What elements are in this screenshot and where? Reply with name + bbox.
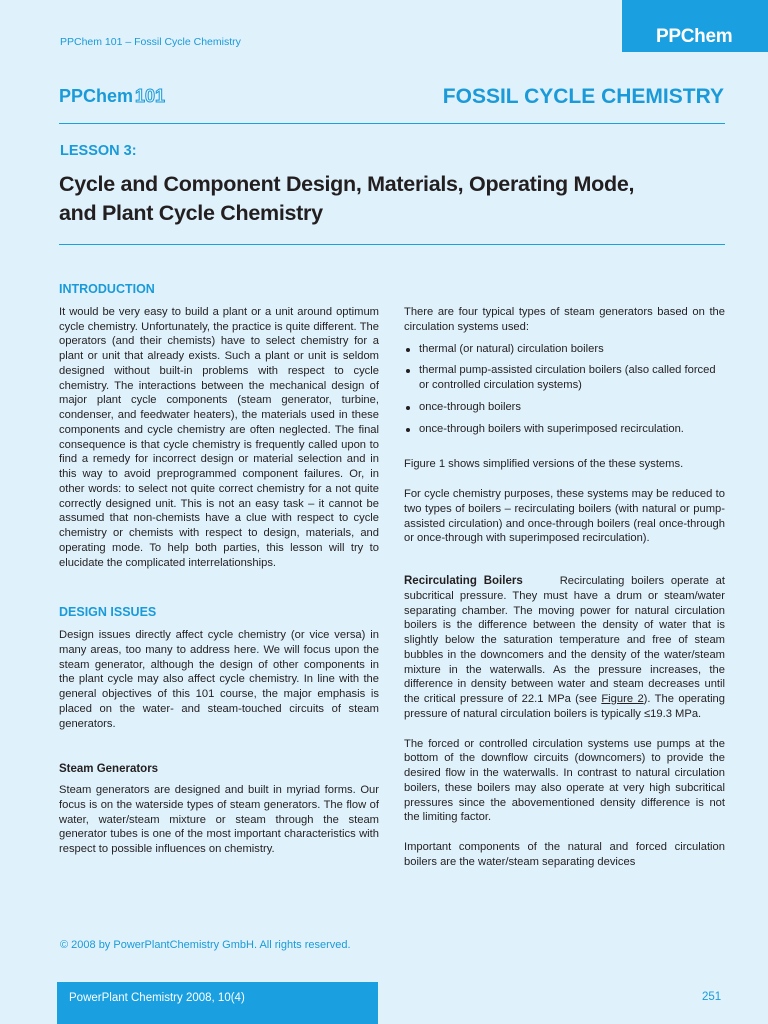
header-rule bbox=[59, 123, 725, 124]
copyright-notice: © 2008 by PowerPlantChemistry GmbH. All rights reserved. bbox=[60, 939, 351, 951]
lesson-title bbox=[59, 170, 749, 228]
steam-generators-text: Steam generators are designed and built in myriad forms. Our focus is on the waterside types of steam generators. The flow of water, water/steam mixture or steam through the steam generator tubes is one of the most important characteristics with respect to possible influences on chemistry. bbox=[59, 784, 379, 855]
figure-reference-text: Figure 1 shows simplified versions of the these systems. bbox=[404, 458, 684, 471]
list-item: once-through boilers with superimposed recirculation. bbox=[404, 422, 725, 437]
right-column bbox=[404, 305, 725, 870]
recirculating-boilers-text-a: Recirculating boilers operate at subcritical pressure. They must have a drum or steam/water separating chamber. The moving power for natural circulation boilers is the difference between the density of water that is slightly below the saturation temperature and free of steam bubbles in the downcomers and the density of the water/steam mixture in the waterwalls. As the pressure increases, the difference in density between water and steam decreases until the critical pressure of 22.1 MPa (see bbox=[404, 575, 725, 705]
recirculating-boilers-heading: Recirculating Boilers bbox=[404, 575, 523, 587]
figure-2-link[interactable]: Figure 2 bbox=[601, 693, 644, 705]
page-number: 251 bbox=[702, 991, 722, 1003]
lesson-title-line1: Cycle and Component Design, Materials, Operating Mode, bbox=[59, 172, 635, 196]
logo-word: PPChem bbox=[59, 86, 134, 106]
journal-citation: PowerPlant Chemistry 2008, 10(4) bbox=[69, 992, 245, 1004]
introduction-heading: INTRODUCTION bbox=[59, 282, 155, 296]
brand-box bbox=[622, 0, 768, 52]
steam-generator-types-list bbox=[404, 342, 725, 437]
list-item: once-through boilers bbox=[404, 400, 725, 415]
design-issues-heading: DESIGN ISSUES bbox=[59, 605, 157, 620]
forced-circulation-text: The forced or controlled circulation systems use pumps at the bottom of the downflow circuits (downcomers) to provide the desired flow in the waterwalls. In contrast to natural circulation boilers, these boilers may also operate at very high subcritical pressures since the abovementioned density difference is not the limiting factor. bbox=[404, 737, 725, 824]
ppchem-101-logo bbox=[59, 86, 165, 107]
list-item: thermal pump-assisted circulation boilers (also called forced or controlled circulation systems) bbox=[404, 363, 725, 393]
left-column bbox=[59, 282, 379, 857]
cycle-chemistry-purposes-text: For cycle chemistry purposes, these systems may be reduced to two types of boilers – recirculating boilers (with natural or pump-assisted circulation) and once-through boilers (real once-through or once-through with superimposed recirculation). bbox=[404, 488, 725, 545]
lesson-label: LESSON 3: bbox=[60, 143, 137, 159]
introduction-text: It would be very easy to build a plant or a unit around optimum cycle chemistry. Unfortunately, the practice is quite different. The operators (and their chemists) have to select chemistry for a plant or unit that already exists. Such a plant or unit is seldom designed without built-in problems with respect to cycle chemistry. The interactions between the mechanical design of major plant cycle components (steam generator, turbine, condenser, and feedwater heaters), the materials used in these components and cycle chemistry are often neglected. The final consequence is that cycle chemistry is frequently called upon to find a remedy for incorrect design or material selection and in this way to avoid preprogrammed component failures. Or, in other words: to select not quite correct chemistry for a not quite correctly designed unit. This is not an easy task – it cannot be assumed that non-chemists have a clue with respect to cycle chemistry or chemists with respect to design, materials, and operating mode. To help both parties, this lesson will try to elucidate the complicated interrelationships. bbox=[59, 305, 379, 569]
steam-generator-types-intro: There are four typical types of steam generators based on the circulation systems used: bbox=[404, 306, 725, 333]
title-rule bbox=[59, 244, 725, 245]
recirculating-boilers-text-b: ). The operating pressure of natural circulation boilers is typically ≤19.3 MPa. bbox=[404, 693, 725, 720]
running-title: PPChem 101 – Fossil Cycle Chemistry bbox=[60, 36, 241, 48]
brand-label: PPChem bbox=[656, 26, 733, 47]
separating-devices-text: Important components of the natural and forced circulation boilers are the water/steam separating devices bbox=[404, 841, 725, 868]
logo-number: 101 bbox=[135, 86, 166, 106]
list-item: thermal (or natural) circulation boilers bbox=[404, 342, 725, 357]
design-issues-text: Design issues directly affect cycle chemistry (or vice versa) in many areas, too many to address here. We will focus upon the steam generator, although the design of other components in the plant cycle may also affect cycle chemistry. In line with the general objectives of this 101 course, the major emphasis is placed on the water- and steam-touched circuits of steam generators. bbox=[59, 629, 379, 730]
lesson-title-line2: and Plant Cycle Chemistry bbox=[59, 201, 323, 225]
journal-footer-box bbox=[57, 982, 378, 1024]
steam-generators-heading: Steam Generators bbox=[59, 763, 159, 776]
section-title: FOSSIL CYCLE CHEMISTRY bbox=[442, 85, 724, 108]
recirculating-boilers-paragraph bbox=[404, 574, 725, 722]
